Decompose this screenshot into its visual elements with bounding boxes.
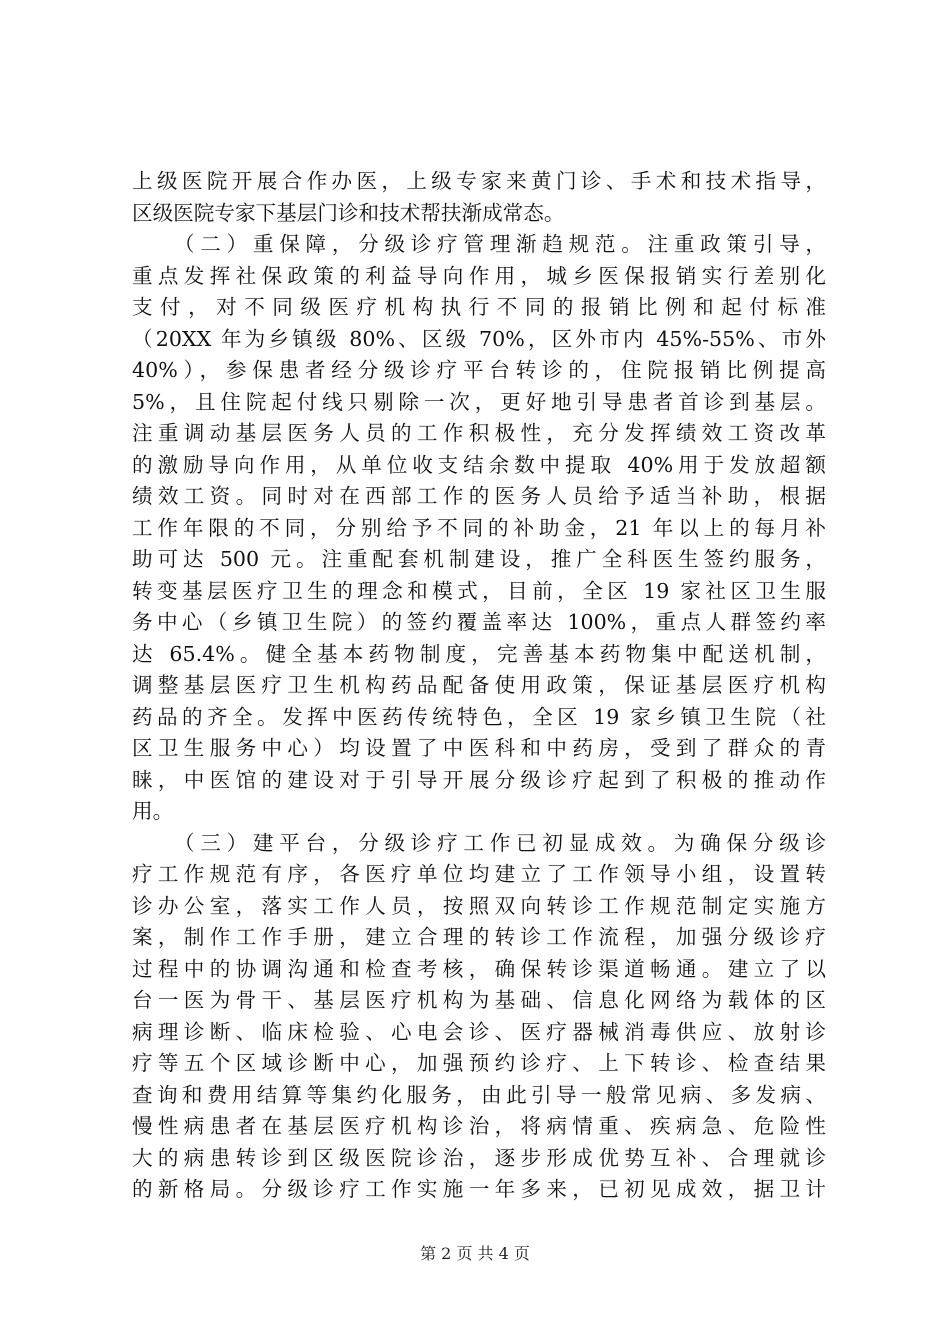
text-line: 40%），参保患者经分级诊疗平台转诊的，住院报销比例提高 (132, 358, 826, 382)
text-line: 过程中的协调沟通和检查考核，确保转诊渠道畅通。建立了以 (132, 956, 826, 981)
text-line: 用。 (132, 799, 174, 823)
text-line: 务中心（乡镇卫生院）的签约覆盖率达 100%，重点人群签约率 (132, 610, 826, 634)
text-line: 支付，对不同级医疗机构执行不同的报销比例和起付标准 (132, 295, 826, 319)
text-line: 大的病患转诊到区级医院诊治，逐步形成优势互补、合理就诊 (132, 1145, 826, 1170)
text-line: 慢性病患者在基层医疗机构诊治，将病情重、疾病急、危险性 (132, 1114, 826, 1138)
page-footer: 第 2 页 共 4 页 (420, 1244, 530, 1263)
text-line: 重点发挥社保政策的利益导向作用，城乡医保报销实行差别化 (132, 263, 826, 288)
body-text (132, 166, 826, 1206)
text-line: 绩效工资。同时对在西部工作的医务人员给予适当补助，根据 (132, 484, 826, 508)
text-line: 调整基层医疗卫生机构药品配备使用政策，保证基层医疗机构 (132, 673, 826, 697)
text-line: 疗等五个区域诊断中心，加强预约诊疗、上下转诊、检查结果 (132, 1051, 826, 1075)
text-line: 的激励导向作用，从单位收支结余数中提取 40%用于发放超额 (132, 452, 826, 477)
text-line: 注重调动基层医务人员的工作积极性，充分发挥绩效工资改革 (132, 421, 826, 445)
text-line: 助可达 500 元。注重配套机制建设，推广全科医生签约服务， (132, 547, 826, 571)
text-line: 转变基层医疗卫生的理念和模式，目前，全区 19 家社区卫生服 (132, 578, 826, 603)
text-line: 区卫生服务中心）均设置了中医科和中药房，受到了群众的青 (132, 736, 826, 760)
text-line: 达 65.4%。健全基本药物制度，完善基本药物集中配送机制， (132, 641, 826, 666)
text-line: 药品的齐全。发挥中医药传统特色，全区 19 家乡镇卫生院（社 (132, 704, 826, 729)
text-line: （20XX 年为乡镇级 80%、区级 70%，区外市内 45%-55%、市外 (132, 326, 826, 351)
text-line: 5%，且住院起付线只剔除一次，更好地引导患者首诊到基层。 (132, 389, 826, 414)
text-line: 疗工作规范有序，各医疗单位均建立了工作领导小组，设置转 (132, 862, 826, 886)
text-line: 的新格局。分级诊疗工作实施一年多来，已初见成效，据卫计 (132, 1177, 826, 1201)
text-line: 上级医院开展合作办医，上级专家来黄门诊、手术和技术指导， (132, 169, 826, 193)
text-line: 睐，中医馆的建设对于引导开展分级诊疗起到了积极的推动作 (132, 767, 826, 792)
text-line: 诊办公室，落实工作人员，按照双向转诊工作规范制定实施方 (132, 893, 826, 918)
text-line: （三）建平台，分级诊疗工作已初显成效。为确保分级诊 (174, 830, 826, 855)
text-line: （二）重保障，分级诊疗管理渐趋规范。注重政策引导， (174, 232, 826, 256)
text-line: 区级医院专家下基层门诊和技术帮扶渐成常态。 (132, 200, 565, 225)
text-line: 台一医为骨干、基层医疗机构为基础、信息化网络为载体的区 (132, 988, 826, 1012)
text-line: 病理诊断、临床检验、心电会诊、医疗器械消毒供应、放射诊 (132, 1019, 826, 1044)
text-line: 案，制作工作手册，建立合理的转诊工作流程，加强分级诊疗 (132, 925, 826, 949)
text-line: 查询和费用结算等集约化服务，由此引导一般常见病、多发病、 (132, 1082, 826, 1107)
text-line: 工作年限的不同，分别给予不同的补助金，21 年以上的每月补 (132, 515, 826, 540)
